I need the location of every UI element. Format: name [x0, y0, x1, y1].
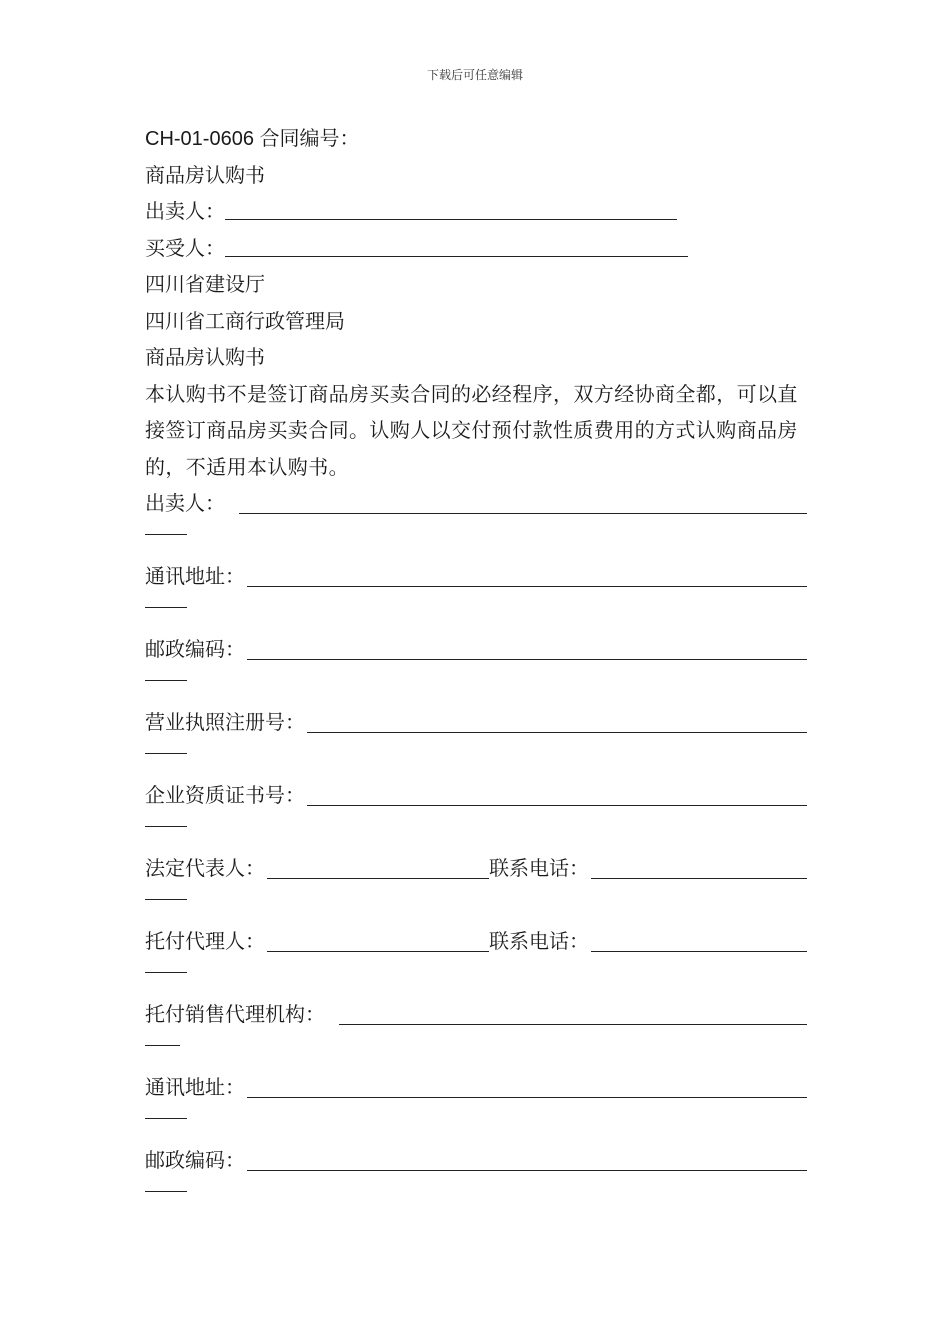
seller-blank[interactable] [239, 489, 807, 514]
legal-rep-phone-label: 联系电话： [489, 856, 589, 880]
sales-agency-blank[interactable] [339, 1000, 807, 1025]
seller-field [145, 485, 807, 522]
postcode-label-2: 邮政编码： [145, 1148, 245, 1172]
address-label-2: 通讯地址： [145, 1075, 245, 1099]
address-blank-1[interactable] [247, 562, 807, 587]
contract-number-line [145, 120, 807, 157]
buyer-short-blank[interactable] [225, 232, 688, 257]
sales-agency-field [145, 996, 807, 1033]
address-field-1 [145, 558, 807, 595]
postcode-blank-tail-2 [145, 1179, 807, 1216]
postcode-blank-tail-1 [145, 668, 807, 705]
seller-short-line [145, 193, 807, 230]
agent-blank[interactable] [267, 927, 489, 952]
underline-stub [145, 680, 187, 681]
agent-blank-tail [145, 960, 807, 997]
authority-commerce: 四川省工商行政管理局 [145, 308, 345, 333]
underline-stub [145, 1045, 180, 1046]
agent-phone-blank[interactable] [591, 927, 807, 952]
legal-rep-phone-blank[interactable] [591, 854, 807, 879]
postcode-blank-1[interactable] [247, 635, 807, 660]
authority-construction: 四川省建设厅 [145, 272, 265, 296]
agent-label: 托付代理人： [145, 929, 265, 953]
address-blank-2[interactable] [247, 1073, 807, 1098]
buyer-short-line [145, 230, 807, 267]
underline-stub [145, 1118, 187, 1119]
address-blank-tail-2 [145, 1106, 807, 1143]
business-license-field [145, 704, 807, 741]
sales-agency-label: 托付销售代理机构： [145, 1002, 325, 1026]
seller-short-label: 出卖人： [145, 199, 225, 223]
postcode-label-1: 邮政编码： [145, 637, 245, 661]
business-license-blank-tail [145, 741, 807, 778]
postcode-blank-2[interactable] [247, 1146, 807, 1171]
document-title: 商品房认购书 [145, 162, 265, 187]
underline-stub [145, 972, 187, 973]
sales-agency-blank-tail [145, 1033, 807, 1070]
underline-stub [145, 534, 187, 535]
postcode-field-1 [145, 631, 807, 668]
agent-phone-label: 联系电话： [489, 929, 589, 953]
legal-rep-blank-tail [145, 887, 807, 924]
legal-rep-field [145, 850, 807, 887]
business-license-label: 营业执照注册号： [145, 710, 305, 734]
underline-stub [145, 899, 187, 900]
buyer-short-label: 买受人： [145, 235, 225, 260]
document-subtitle: 商品房认购书 [145, 345, 265, 369]
underline-stub [145, 607, 187, 608]
qualification-field [145, 777, 807, 814]
qualification-blank[interactable] [307, 781, 807, 806]
underline-stub [145, 826, 187, 827]
agent-field [145, 923, 807, 960]
seller-short-blank[interactable] [225, 195, 677, 220]
seller-label: 出卖人： [145, 491, 225, 515]
address-label-1: 通讯地址： [145, 564, 245, 588]
address-field-2 [145, 1069, 807, 1106]
contract-number-text: CH-01-0606 合同编号： [145, 128, 360, 150]
seller-blank-tail [145, 522, 807, 559]
postcode-field-2 [145, 1142, 807, 1179]
business-license-blank[interactable] [307, 708, 807, 733]
document-body [145, 120, 807, 1215]
header-note: 下载后可任意编辑 [426, 68, 523, 82]
underline-stub [145, 753, 187, 754]
address-blank-tail-1 [145, 595, 807, 632]
legal-rep-label: 法定代表人： [145, 856, 265, 880]
legal-rep-blank[interactable] [267, 854, 489, 879]
qualification-label: 企业资质证书号： [145, 783, 305, 807]
underline-stub [145, 1191, 187, 1192]
qualification-blank-tail [145, 814, 807, 851]
intro-paragraph: 本认购书不是签订商品房买卖合同的必经程序，双方经协商全都，可以直接签订商品房买卖合同。认购人以交付预付款性质费用的方式认购商品房的，不适用本认购书。 [145, 381, 798, 479]
